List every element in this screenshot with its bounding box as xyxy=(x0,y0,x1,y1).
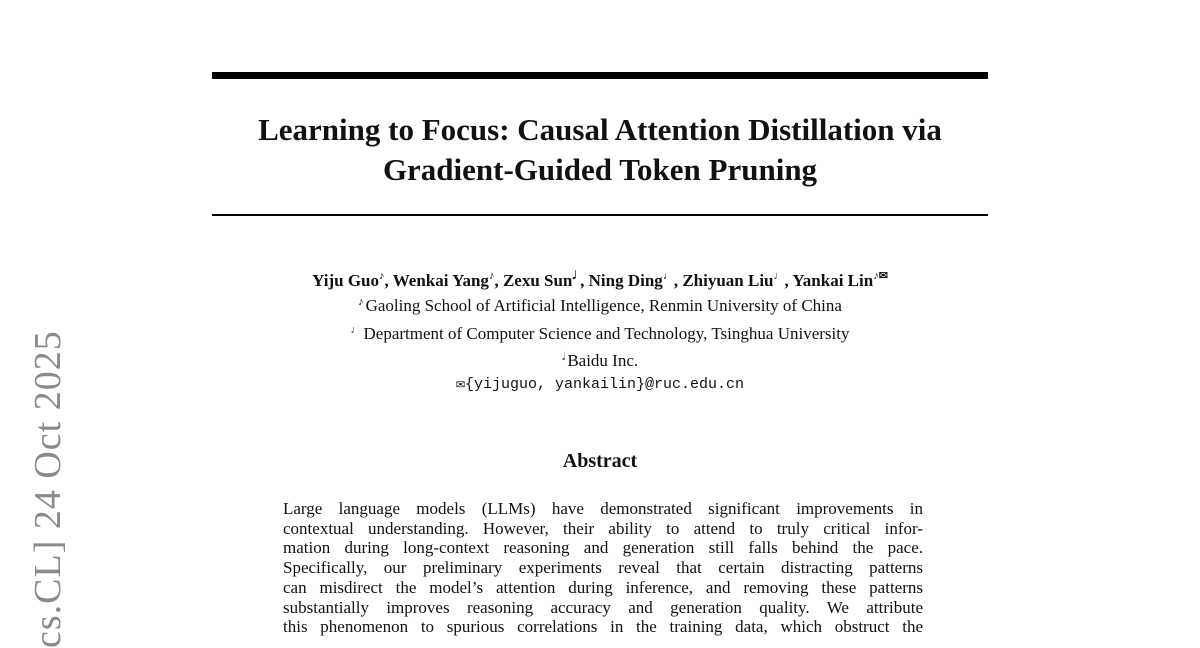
author-name: Zexu Sun xyxy=(502,271,573,290)
author-separator: , xyxy=(494,271,503,290)
contact-email: ✉{yijuguo, yankailin}@ruc.edu.cn xyxy=(455,376,745,393)
title-bottom-rule xyxy=(212,214,988,216)
author-mark: 𝅗𝅥 xyxy=(572,270,576,282)
abstract-line: substantially improves reasoning accuracy and generation quality. We attribute xyxy=(283,597,923,617)
author-name: Wenkai Yang xyxy=(392,271,489,290)
affiliation-renmin xyxy=(212,296,988,316)
author-name: Zhiyuan Liu xyxy=(682,271,774,290)
affiliation-text: Gaoling School of Artificial Intelligence, Renmin University of China xyxy=(365,296,842,315)
author-mark: ♪ xyxy=(379,270,385,282)
abstract-line: can misdirect the model’s attention during inference, and removing these patterns xyxy=(283,577,923,597)
author-separator: , xyxy=(673,271,683,290)
author-name: Yankai Lin xyxy=(792,271,874,290)
author-name: Ning Ding xyxy=(588,271,663,290)
paper-title xyxy=(212,110,988,190)
paper-title-line-1: Learning to Focus: Causal Attention Distillation via xyxy=(258,112,942,147)
author-mark: ♪✉ xyxy=(873,270,888,282)
author-name: Yiju Guo xyxy=(312,271,380,290)
arxiv-sidebar-stamp: cs.CL] 24 Oct 2025 xyxy=(27,330,69,648)
author-mark: ♪ xyxy=(488,270,495,282)
author-list xyxy=(212,270,988,292)
title-top-rule xyxy=(212,72,988,79)
affiliation-baidu xyxy=(212,351,988,371)
affiliation-mark: ♩ xyxy=(350,324,362,336)
abstract-body xyxy=(283,499,923,637)
abstract-line: Specifically, our preliminary experiments reveal that certain distracting patterns xyxy=(283,558,923,578)
author-separator: , xyxy=(784,271,793,290)
author-separator: , xyxy=(575,271,589,290)
affiliation-text: Baidu Inc. xyxy=(567,351,639,370)
affiliation-tsinghua xyxy=(212,324,988,344)
abstract-line: this phenomenon to spurious correlations in the training data, which obstruct the xyxy=(283,617,923,637)
abstract-line: contextual understanding. However, their ability to attend to truly critical infor- xyxy=(283,518,923,538)
author-separator: , xyxy=(384,271,393,290)
author-mark: ♩ xyxy=(773,270,785,282)
abstract-line: Large language models (LLMs) have demonstrated significant improvements in xyxy=(283,499,923,518)
author-mark: ♩ xyxy=(662,270,674,282)
affiliation-mark: 𝅗𝅥 xyxy=(561,351,566,363)
affiliation-mark: ♪ xyxy=(358,296,364,308)
abstract-line: mation during long-context reasoning and generation still falls behind the pace. xyxy=(283,538,923,558)
affiliation-text: Department of Computer Science and Technology, Tsinghua University xyxy=(363,324,850,343)
abstract-heading: Abstract xyxy=(562,450,638,472)
paper-title-line-2: Gradient-Guided Token Pruning xyxy=(382,152,818,187)
